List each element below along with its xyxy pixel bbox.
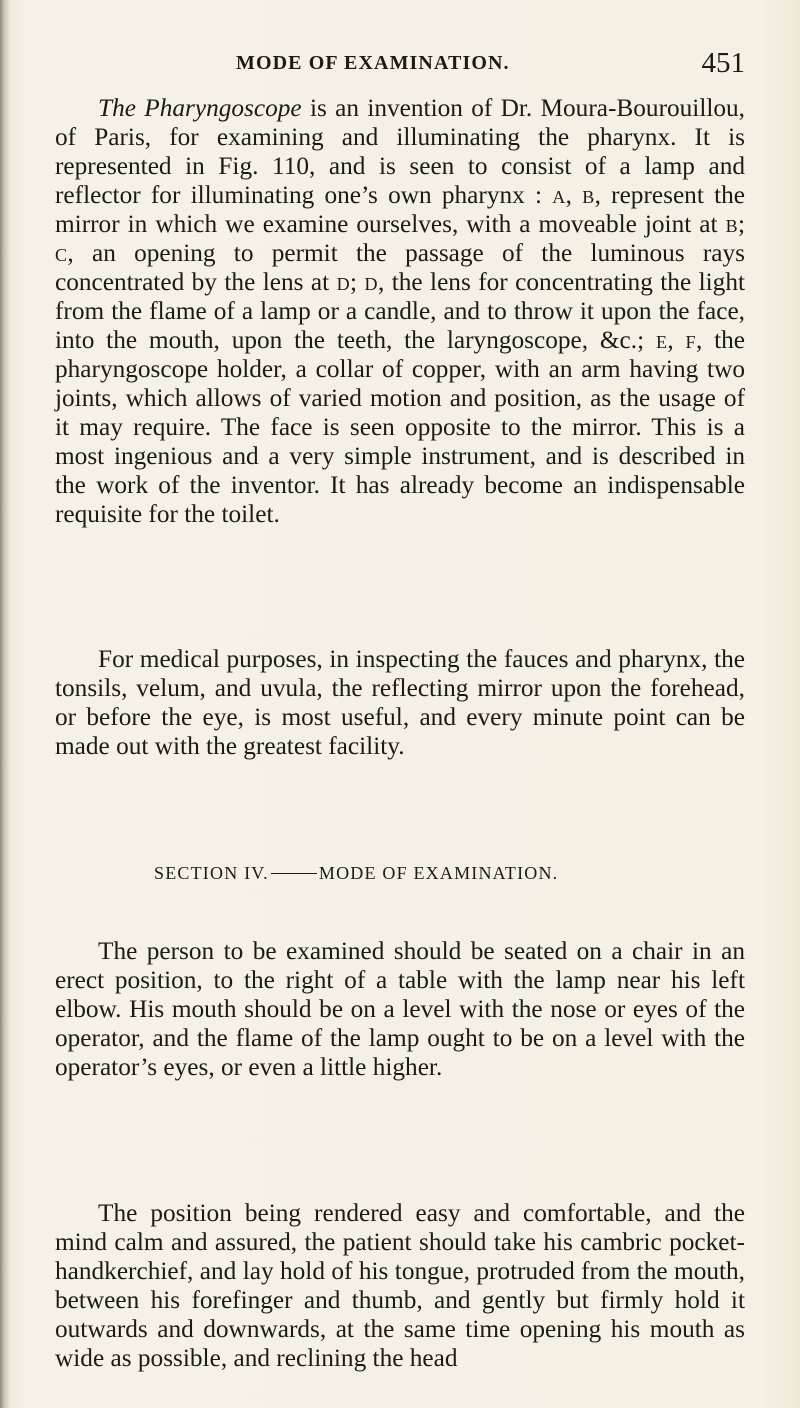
paragraph-pharyngoscope	[55, 94, 745, 529]
paragraph-text-segment: , the lens for concentrating the light from the flame of a lamp or a candle, and to throw it upon the face, into the mouth, upon the teeth, the laryngoscope, &c.;	[55, 268, 746, 354]
pharyngoscope-title: The Pharyngoscope	[98, 94, 302, 122]
paragraph-pharyngoscope-text	[55, 94, 745, 529]
paragraph-text-segment: , represent the mirror in which we examine ourselves, with a moveable joint at	[55, 181, 745, 238]
figure-label-e: e	[655, 326, 668, 354]
figure-label-b-joint: b	[725, 210, 738, 238]
figure-label-c: c	[55, 239, 68, 267]
paragraph-tongue-handling-text: The position being rendered easy and comfortable, and the mind calm and assured, the patient should take his cambric pocket-handkerchief, and lay hold of his tongue, protruded from the mouth, between his forefinger and thumb, and gently but firmly hold it outwards and downwards, at the same time opening his mouth as wide as possible, and reclining the head	[55, 1199, 745, 1372]
paragraph-medical-purposes-text: For medical purposes, in inspecting the fauces and pharynx, the tonsils, velum, and uvula, the reflecting mirror upon the forehead, or before the eye, is most useful, and every minute point can be made out with the greatest facility.	[55, 645, 745, 760]
section-heading-rule	[271, 873, 317, 874]
page-binding-shadow	[0, 0, 10, 1408]
page-number: 451	[701, 47, 745, 79]
paragraph-text-segment: ,	[565, 181, 583, 209]
figure-label-f: f	[685, 326, 696, 354]
figure-label-d: d	[364, 268, 378, 296]
paragraph-text-segment: ,	[667, 326, 686, 354]
figure-label-b: b	[582, 181, 595, 209]
paragraph-patient-position	[55, 937, 745, 1082]
paragraph-text-segment: is an invention of Dr. Moura-Bourouillou, of Paris, for examining and illuminating the pharynx. It is represented in Fig. 110, and is seen to consist of a lamp and reflector for illuminating one’s own pharynx :	[55, 94, 746, 209]
page-header	[52, 44, 752, 84]
paragraph-tongue-handling	[55, 1199, 745, 1373]
section-number: SECTION IV.	[154, 863, 269, 883]
running-head: MODE OF EXAMINATION.	[236, 52, 510, 74]
paragraph-text-segment: ;	[350, 268, 365, 296]
section-title: MODE OF EXAMINATION.	[318, 863, 559, 883]
paragraph-text-segment: ;	[737, 210, 745, 238]
paragraph-text-segment: , the pharyngoscope holder, a collar of copper, with an arm having two joints, which allows of varied motion and position, as the usage of it may require. The face is seen opposite to the mirror. This is a most ingenious and a very simple instrument, and is described in the work of the inventor. It has already become an indispensable requisite for the toilet.	[55, 326, 746, 528]
section-heading	[154, 863, 674, 884]
paragraph-patient-position-text: The person to be examined should be seated on a chair in an erect position, to the right of a table with the lamp near his left elbow. His mouth should be on a level with the nose or eyes of the operator, and the flame of the lamp ought to be on a level with the operator’s eyes, or even a little higher.	[55, 937, 745, 1081]
figure-label-d-lens: d	[336, 268, 351, 296]
paragraph-text-segment: , an opening to permit the passage of the luminous rays concentrated by the lens at	[55, 239, 745, 296]
figure-label-a: a	[552, 181, 566, 209]
paragraph-medical-purposes	[55, 645, 745, 761]
